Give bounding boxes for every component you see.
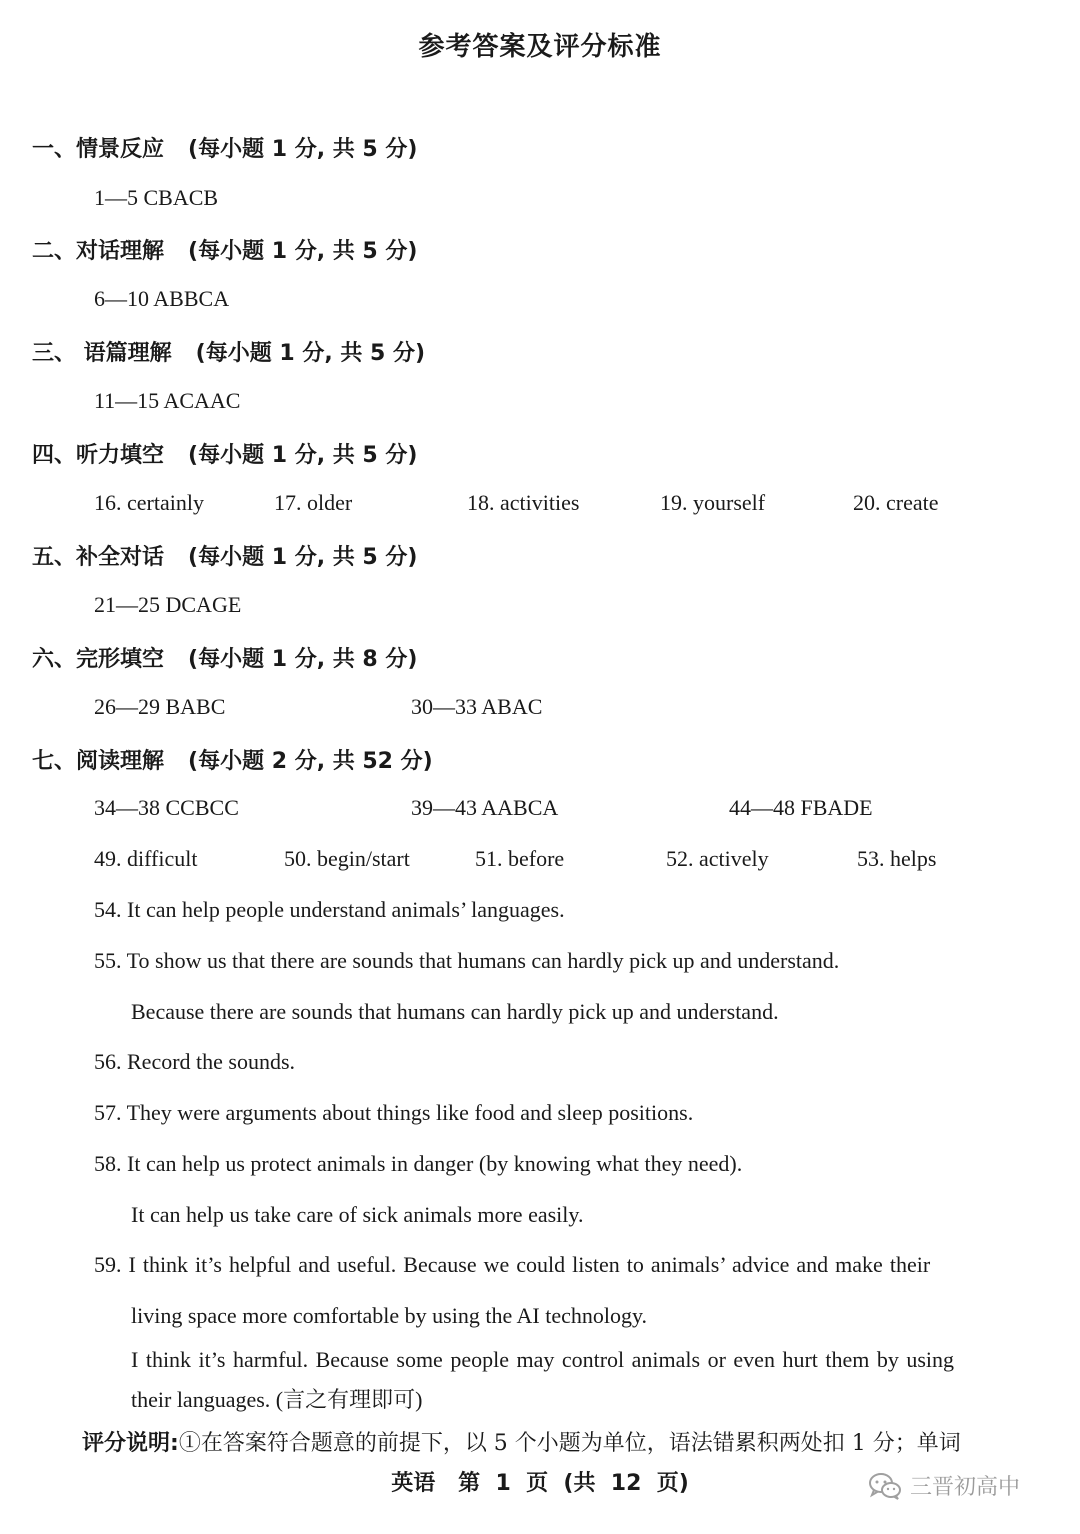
section-name: 一、情景反应 bbox=[32, 137, 165, 162]
answer-line: their languages. (言之有理即可) bbox=[131, 1387, 423, 1412]
answer-line: It can help us take care of sick animals more easily. bbox=[131, 1202, 584, 1227]
answer-item: 19. yourself bbox=[660, 490, 766, 515]
section-name: 五、补全对话 bbox=[32, 545, 165, 570]
section-heading bbox=[32, 744, 433, 775]
section-name: 二、对话理解 bbox=[32, 239, 165, 264]
answer-line: 6—10 ABBCA bbox=[94, 286, 230, 311]
section-score: (每小题 1 分, 共 5 分) bbox=[188, 137, 418, 162]
answer-line: Because there are sounds that humans can hardly pick up and understand. bbox=[131, 999, 779, 1024]
answer-item: 50. begin/start bbox=[284, 846, 410, 871]
section-name: 三、 语篇理解 bbox=[32, 341, 172, 366]
answer-line: 1—5 CBACB bbox=[94, 185, 219, 210]
answer-item: 44—48 FBADE bbox=[729, 795, 873, 820]
section-heading bbox=[32, 234, 417, 265]
answer-line: living space more comfortable by using the AI technology. bbox=[131, 1303, 648, 1328]
section-score: (每小题 1 分, 共 5 分) bbox=[195, 341, 426, 366]
answer-line: 58. It can help us protect animals in danger (by knowing what they need). bbox=[94, 1151, 743, 1176]
scoring-note-label: 评分说明: bbox=[82, 1431, 179, 1456]
answer-item: 20. create bbox=[853, 490, 939, 515]
section-score: (每小题 1 分, 共 5 分) bbox=[188, 239, 418, 264]
answer-item: 26—29 BABC bbox=[94, 694, 226, 719]
wechat-icon bbox=[868, 1472, 902, 1500]
answer-line: 21—25 DCAGE bbox=[94, 592, 242, 617]
section-heading bbox=[32, 438, 417, 469]
answer-item: 49. difficult bbox=[94, 846, 198, 871]
answer-item: 30—33 ABAC bbox=[411, 694, 543, 719]
section-heading bbox=[32, 642, 417, 673]
scoring-note-text: ①在答案符合题意的前提下，以 5 个小题为单位，语法错累积两处扣 1 分；单词 bbox=[178, 1431, 961, 1456]
answer-item: 34—38 CCBCC bbox=[94, 795, 239, 820]
watermark-text: 三晋初高中 bbox=[910, 1475, 1021, 1500]
answer-item: 18. activities bbox=[467, 490, 580, 515]
section-name: 七、阅读理解 bbox=[32, 749, 165, 774]
section-heading bbox=[32, 336, 425, 367]
answer-line: 56. Record the sounds. bbox=[94, 1049, 296, 1074]
section-score: (每小题 1 分, 共 5 分) bbox=[188, 545, 418, 570]
answer-line: 54. It can help people understand animals’ languages. bbox=[94, 897, 565, 922]
section-score: (每小题 2 分, 共 52 分) bbox=[188, 749, 433, 774]
answer-item: 16. certainly bbox=[94, 490, 204, 515]
answer-line: 55. To show us that there are sounds that humans can hardly pick up and understand. bbox=[94, 948, 840, 973]
section-heading bbox=[32, 540, 417, 571]
section-name: 六、完形填空 bbox=[32, 647, 165, 672]
answer-line: 57. They were arguments about things like food and sleep positions. bbox=[94, 1100, 694, 1125]
section-score: (每小题 1 分, 共 5 分) bbox=[188, 443, 418, 468]
page-title: 参考答案及评分标准 bbox=[418, 32, 662, 62]
answer-item: 17. older bbox=[274, 490, 353, 515]
answer-item: 52. actively bbox=[666, 846, 769, 871]
watermark bbox=[868, 1470, 1020, 1501]
section-name: 四、听力填空 bbox=[32, 443, 165, 468]
answer-item: 39—43 AABCA bbox=[411, 795, 559, 820]
scoring-note bbox=[82, 1426, 961, 1457]
answer-item: 51. before bbox=[475, 846, 565, 871]
section-heading bbox=[32, 132, 417, 163]
page-number: 英语 第 1 页 (共 12 页) bbox=[391, 1471, 689, 1496]
answer-line: I think it’s harmful. Because some people may control animals or even hurt them by using bbox=[131, 1347, 955, 1372]
answer-line: 11—15 ACAAC bbox=[94, 388, 241, 413]
section-score: (每小题 1 分, 共 8 分) bbox=[188, 647, 418, 672]
answer-item: 53. helps bbox=[857, 846, 937, 871]
answer-line: 59. I think it’s helpful and useful. Because we could listen to animals’ advice and make their bbox=[94, 1252, 931, 1277]
